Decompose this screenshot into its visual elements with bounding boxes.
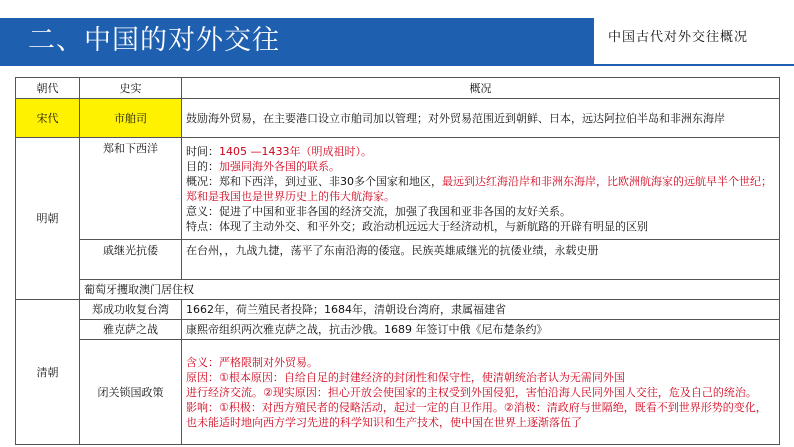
column-header-dynasty: 朝代: [16, 78, 80, 99]
table-row: [16, 320, 780, 340]
page-title: 二、中国的对外交往: [28, 25, 280, 56]
fact-biguan: 闭关锁国政策: [80, 340, 182, 445]
detail-zhenghe: [182, 138, 780, 240]
detail-yakesa: 康熙帝组织两次雅克萨之战，抗击沙俄。1689 年签订中俄《尼布楚条约》: [182, 320, 780, 340]
fact-yakesa: 雅克萨之战: [80, 320, 182, 340]
table-row: [16, 138, 780, 240]
column-header-overview: 概况: [182, 78, 780, 99]
fact-qijiguang: 戚继光抗倭: [80, 240, 182, 280]
detail-qijiguang: 在台州，，九战九捷，荡平了东南沿海的倭寇。民族英雄戚继光的抗倭业绩，永载史册: [182, 240, 780, 280]
fact-zhenghe: 郑和下西洋: [80, 138, 182, 240]
zhenghe-overview: 概况：郑和下西洋，到过亚、非30多个国家和地区，: [186, 174, 442, 188]
detail-zhengchenggong: 1662年，荷兰殖民者投降；1684年，清朝设台湾府，隶属福建省: [182, 300, 780, 320]
fact-portugal-macau: 葡萄牙攫取澳门居住权: [80, 280, 780, 300]
zhenghe-meaning: 意义：促进了中国和亚非各国的经济交流，加强了我国和亚非各国的友好关系。: [186, 204, 571, 218]
zhenghe-feature: 特点：体现了主动外交、和平外交；政治动机远远大于经济动机，与新航路的开辟有明显的区别: [186, 219, 648, 233]
biguan-meaning: 含义：严格限制对外贸易。: [186, 355, 318, 369]
zhenghe-goal-value: 加强同海外各国的联系。: [219, 159, 340, 173]
biguan-impact: 影响：①积极：对西方殖民者的侵略活动，起过一定的自卫作用。②消极：清政府与世隔绝，既看不到世界形势的变化，也未能适时地向西方学习先进的科学知识和生产技术，使中国在世界上逐渐落伍了: [186, 400, 767, 429]
fact-shibosi: 市舶司: [80, 99, 182, 138]
zhenghe-time-label: 时间：: [186, 144, 219, 158]
table-row: [16, 300, 780, 320]
biguan-reason-2: 进行经济交流。②现实原因：担心开放会使国家的主权受到外国侵犯，害怕沿海人民同外国人交往，危及自己的统治。: [186, 385, 757, 399]
table-row: [16, 280, 780, 300]
era-song: 宋代: [16, 99, 80, 138]
fact-zhengchenggong: 郑成功收复台湾: [80, 300, 182, 320]
table-row: [16, 340, 780, 445]
header-bar: [0, 18, 594, 64]
zhenghe-overview-emphasis: 最远到达红海沿岸和非洲东海岸，比欧洲航海家的远航早半个世纪；郑和是我国也是世界历史上的伟大航海家。: [186, 174, 772, 203]
zhenghe-time-value: 1405 —1433年（明成祖时）。: [219, 144, 372, 158]
header-divider: [0, 64, 794, 66]
page-subtitle: 中国古代对外交往概况: [608, 30, 749, 45]
column-header-fact: 史实: [80, 78, 182, 99]
zhenghe-goal-label: 目的：: [186, 159, 219, 173]
table-header-row: [16, 78, 780, 99]
detail-shibosi: 鼓励海外贸易，在主要港口设立市舶司加以管理；对外贸易范围近到朝鲜、日本，远达阿拉伯半岛和非洲东海岸: [182, 99, 780, 138]
table-row: [16, 240, 780, 280]
history-table: [15, 77, 780, 445]
biguan-reason-1: 原因：①根本原因：自给自足的封建经济的封闭性和保守性，使清朝统治者认为无需同外国: [186, 370, 625, 384]
table-row: [16, 99, 780, 138]
era-qing: 清朝: [16, 300, 80, 445]
era-ming: 明朝: [16, 138, 80, 300]
detail-biguan: [182, 340, 780, 445]
